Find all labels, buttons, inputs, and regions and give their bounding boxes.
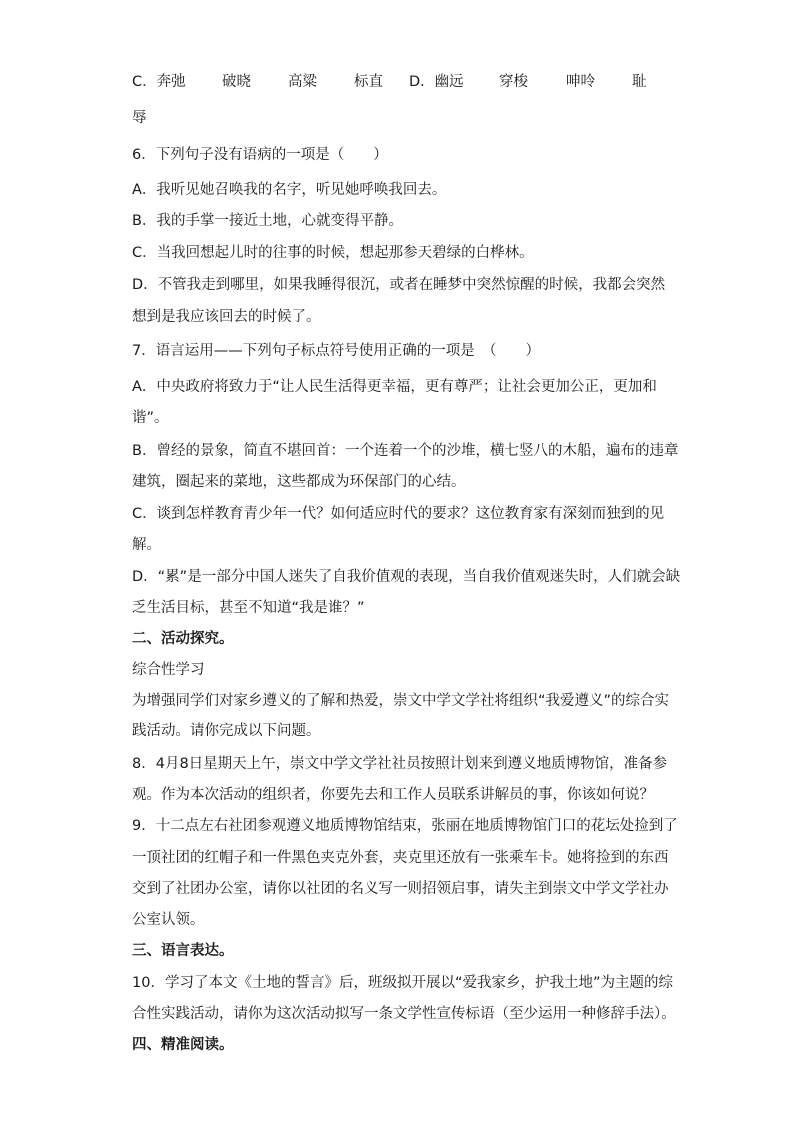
q9-line4: 公室认领。 <box>132 912 205 928</box>
q8-line1: 8．4月8日星期天上午，崇文中学文学社社员按照计划来到遵义地质博物馆，准备参 <box>132 756 668 772</box>
q7-stem: 7．语言运用——下列句子标点符号使用正确的一项是 （ ） <box>132 343 540 359</box>
section-3-title: 三、语言表达。 <box>132 943 234 959</box>
q5-option-c-word3: 高粱 <box>288 74 317 90</box>
q10-line1: 10．学习了本文《土地的誓言》后，班级拟开展以“爱我家乡，护我土地”为主题的综 <box>132 975 673 991</box>
q7-option-d-line1: D．“累”是一部分中国人迷失了自我价值观的表现，当自我价值观迷失时，人们就会缺 <box>132 569 681 585</box>
q5-option-d-word2: 穿梭 <box>499 74 528 90</box>
section-2-intro-line1: 为增强同学们对家乡遵义的了解和热爱，崇文中学文学社将组织“我爱遵义”的综合实 <box>132 693 670 709</box>
q7-option-a-line1: A．中央政府将致力于“让人民生活得更幸福，更有尊严；让社会更加公正，更加和 <box>132 379 657 395</box>
q7-option-a-line2: 谐”。 <box>132 410 169 426</box>
q7-option-b-line1: B．曾经的景象，简直不堪回首：一个连着一个的沙堆，横七竖八的木船，遍布的违章 <box>132 443 679 459</box>
q7-option-c-line2: 解。 <box>132 537 161 553</box>
q5-option-c-label: C．奔弛 <box>132 74 186 90</box>
q9-line2: 一顶社团的红帽子和一件黑色夹克外套，夹克里还放有一张乘车卡。她将捡到的东西 <box>132 850 669 866</box>
q7-option-d-line2: 乏生活目标，甚至不知道“我是谁？” <box>132 600 365 616</box>
q5-option-c-word2: 破晓 <box>222 74 251 90</box>
q6-option-b: B．我的手掌一接近土地，心就变得平静。 <box>132 213 403 229</box>
section-2-subtitle: 综合性学习 <box>132 662 205 678</box>
q5-option-d-word3: 呻呤 <box>566 74 595 90</box>
q6-option-d-line2: 想到是我应该回去的时候了。 <box>132 309 321 325</box>
q5-option-d-word4-part1: 耻 <box>632 74 647 90</box>
q9-line3: 交到了社团办公室，请你以社团的名义写一则招领启事，请失主到崇文中学文学社办 <box>132 881 669 897</box>
q8-line2: 观。作为本次活动的组织者，你要先去和工作人员联系讲解员的事，你该如何说？ <box>132 787 654 803</box>
q10-line2: 合性实践活动，请你为这次活动拟写一条文学性宣传标语（至少运用一种修辞手法）。 <box>132 1006 676 1022</box>
q7-option-c-line1: C．谈到怎样教育青少年一代？如何适应时代的要求？这位教育家有深刻而独到的见 <box>132 506 665 522</box>
q5-option-c-word4: 标直 <box>354 74 383 90</box>
section-2-title: 二、活动探究。 <box>132 631 234 647</box>
q6-option-c: C．当我回想起儿时的往事的时候，想起那参天碧绿的白桦林。 <box>132 245 534 261</box>
q9-line1: 9．十二点左右社团参观遵义地质博物馆结束，张丽在地质博物馆门口的花坛处捡到了 <box>132 818 678 834</box>
section-4-title: 四、精准阅读。 <box>132 1037 234 1053</box>
q6-stem: 6．下列句子没有语病的一项是（ ） <box>132 147 388 163</box>
q6-option-d-line1: D．不管我走到哪里，如果我睡得很沉，或者在睡梦中突然惊醒的时候，我都会突然 <box>132 277 666 293</box>
q6-option-a: A．我听见她召唤我的名字，听见她呼唤我回去。 <box>132 182 447 198</box>
q5-option-d-label: D．幽远 <box>409 74 464 90</box>
q5-option-d-word4-part2: 辱 <box>132 110 147 126</box>
q7-option-b-line2: 建筑，圈起来的菜地，这些都成为环保部门的心结。 <box>132 474 466 490</box>
section-2-intro-line2: 践活动。请你完成以下问题。 <box>132 723 321 739</box>
